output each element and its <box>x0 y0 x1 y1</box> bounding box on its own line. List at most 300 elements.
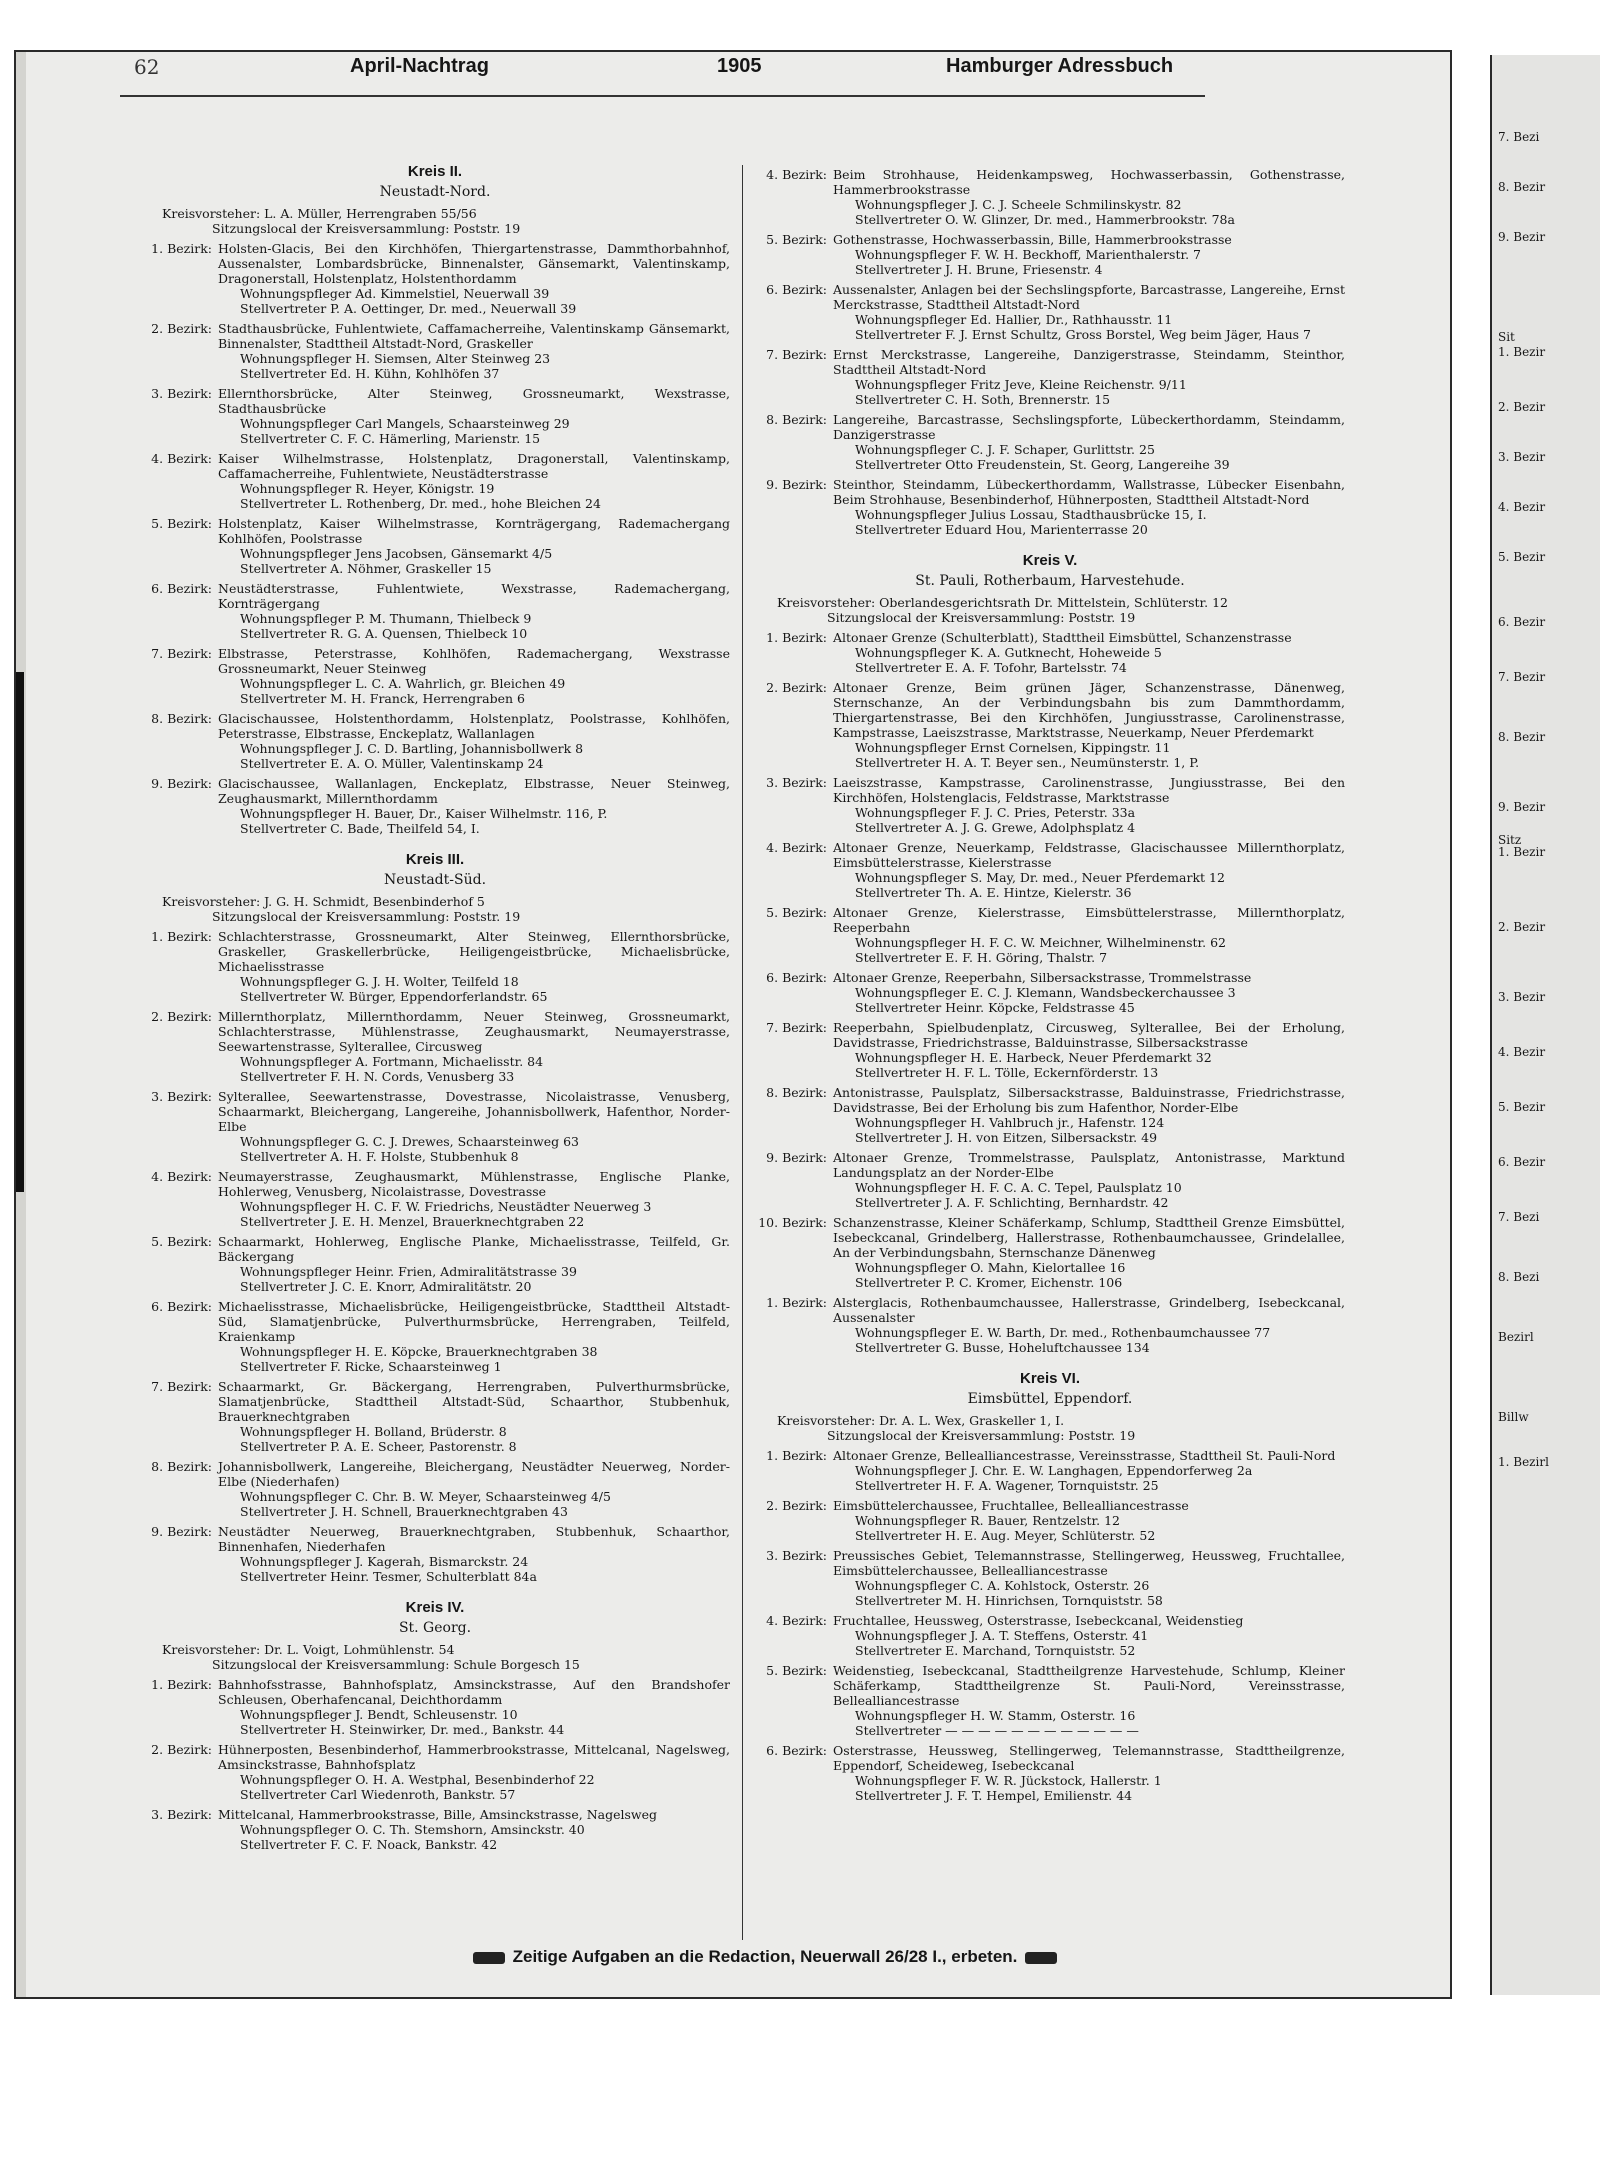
bezirk-body <box>833 232 1345 277</box>
page-header <box>120 55 1205 91</box>
stellvertreter: Stellvertreter — — — — — — — — — — — — <box>855 1723 1139 1738</box>
bezirk-entry <box>755 1020 1345 1080</box>
bezirk-streets: Neustädter Neuerweg, Brauerknechtgraben, Stubbenhuk, Schaarthor, Binnenhafen, Niederhafen <box>218 1524 730 1554</box>
bezirk-body <box>833 775 1345 835</box>
bezirk-body <box>833 1498 1345 1543</box>
wohnungspfleger: Wohnungspfleger J. Bendt, Schleusenstr. 10 <box>240 1707 518 1722</box>
bezirk-streets: Bahnhofsstrasse, Bahnhofsplatz, Amsinckstrasse, Auf den Brandshofer Schleusen, Oberhafencanal, Deichthordamm <box>218 1677 730 1707</box>
bezirk-entry <box>755 1498 1345 1543</box>
bezirk-body <box>833 347 1345 407</box>
wohnungspfleger: Wohnungspfleger R. Bauer, Rentzelstr. 12 <box>855 1513 1120 1528</box>
bezirk-body <box>218 1807 730 1852</box>
kreis-area: St. Pauli, Rotherbaum, Harvestehude. <box>915 573 1185 589</box>
wohnungspfleger: Wohnungspfleger H. W. Stamm, Osterstr. 16 <box>855 1708 1136 1723</box>
stellvertreter: Stellvertreter E. F. H. Göring, Thalstr. 7 <box>855 950 1108 965</box>
stellvertreter: Stellvertreter R. G. A. Quensen, Thielbeck 10 <box>240 626 528 641</box>
adjacent-page-label: 7. Bezi <box>1498 130 1540 144</box>
page-number: 62 <box>134 55 160 79</box>
bezirk-entry <box>755 1150 1345 1210</box>
sitzungslocal: Sitzungslocal der Kreisversammlung: Poststr. 19 <box>827 1428 1136 1443</box>
kreis-title: Kreis II. <box>407 163 463 180</box>
bezirk-streets: Schlachterstrasse, Grossneumarkt, Alter Steinweg, Ellernthorsbrücke, Graskeller, Graskellerbrücke, Heiligengeistbrücke, Michaelisbrücke, Michaelisstrasse <box>218 929 730 974</box>
bezirk-streets: Langereihe, Barcastrasse, Sechslingspforte, Lübeckerthordamm, Steindamm, Danzigerstrasse <box>833 412 1345 442</box>
kreis-vorsteher: Kreisvorsteher: Oberlandesgerichtsrath Dr. Mittelstein, Schlüterstr. 12 <box>777 595 1228 610</box>
adjacent-page-label: 5. Bezir <box>1498 1100 1546 1114</box>
stellvertreter: Stellvertreter J. H. Schnell, Brauerknechtgraben 43 <box>240 1504 568 1519</box>
bezirk-streets: Preussisches Gebiet, Telemannstrasse, Stellingerweg, Heussweg, Fruchtallee, Eimsbüttelerchaussee, Bellealliancestrasse <box>833 1548 1345 1578</box>
wohnungspfleger: Wohnungspfleger H. F. C. A. C. Tepel, Paulsplatz 10 <box>855 1180 1182 1195</box>
kreis-area: Eimsbüttel, Eppendorf. <box>967 1391 1133 1407</box>
adjacent-page-label: 3. Bezir <box>1498 450 1546 464</box>
bezirk-entry <box>140 1089 730 1164</box>
stellvertreter: Stellvertreter A. H. F. Holste, Stubbenhuk 8 <box>240 1149 519 1164</box>
bezirk-body <box>218 1524 730 1584</box>
wohnungspfleger: Wohnungspfleger O. Mahn, Kielortallee 16 <box>855 1260 1126 1275</box>
bezirk-label: 1. Bezirk: <box>766 1448 827 1463</box>
stellvertreter: Stellvertreter J. E. H. Menzel, Brauerknechtgraben 22 <box>240 1214 585 1229</box>
bezirk-body <box>218 1742 730 1802</box>
kreis-title: Kreis V. <box>1022 552 1078 569</box>
wohnungspfleger: Wohnungspfleger J. C. D. Bartling, Johannisbollwerk 8 <box>240 741 584 756</box>
bezirk-streets: Laeiszstrasse, Kampstrasse, Carolinenstrasse, Jungiusstrasse, Bei den Kirchhöfen, Holstenglacis, Feldstrasse, Marktstrasse <box>833 775 1345 805</box>
stellvertreter: Stellvertreter A. J. G. Grewe, Adolphsplatz 4 <box>855 820 1136 835</box>
kreis-section <box>755 1369 1345 1803</box>
bezirk-label: 3. Bezirk: <box>766 1548 827 1563</box>
wohnungspfleger: Wohnungspfleger H. Bolland, Brüderstr. 8 <box>240 1424 507 1439</box>
stellvertreter: Stellvertreter C. H. Soth, Brennerstr. 15 <box>855 392 1111 407</box>
bezirk-entry <box>755 1548 1345 1608</box>
bezirk-body <box>218 321 730 381</box>
bezirk-streets: Neustädterstrasse, Fuhlentwiete, Wexstrasse, Rademachergang, Kornträgergang <box>218 581 730 611</box>
bezirk-label: 2. Bezirk: <box>151 1742 212 1757</box>
bezirk-label: 4. Bezirk: <box>766 840 827 855</box>
bezirk-label: 8. Bezirk: <box>766 1085 827 1100</box>
bezirk-label: 7. Bezirk: <box>766 1020 827 1035</box>
bezirk-entry <box>755 905 1345 965</box>
bezirk-label: 2. Bezirk: <box>151 321 212 336</box>
wohnungspfleger: Wohnungspfleger S. May, Dr. med., Neuer Pferdemarkt 12 <box>855 870 1225 885</box>
kreis-area: St. Georg. <box>398 1620 472 1636</box>
bezirk-streets: Altonaer Grenze (Schulterblatt), Stadttheil Eimsbüttel, Schanzenstrasse <box>833 630 1292 645</box>
bezirk-entry <box>755 1215 1345 1290</box>
stellvertreter: Stellvertreter H. Steinwirker, Dr. med., Bankstr. 44 <box>240 1722 565 1737</box>
header-book-title: Hamburger Adressbuch <box>946 55 1174 77</box>
sitzungslocal: Sitzungslocal der Kreisversammlung: Schule Borgesch 15 <box>212 1657 580 1672</box>
bezirk-body <box>218 451 730 511</box>
kreis-title: Kreis III. <box>405 851 465 868</box>
bezirk-label: 4. Bezirk: <box>151 1169 212 1184</box>
bezirk-entry <box>140 321 730 381</box>
wohnungspfleger: Wohnungspfleger Ad. Kimmelstiel, Neuerwall 39 <box>240 286 550 301</box>
stellvertreter: Stellvertreter A. Nöhmer, Graskeller 15 <box>240 561 492 576</box>
bezirk-entry <box>140 1379 730 1454</box>
bezirk-entry <box>755 840 1345 900</box>
bezirk-entry <box>140 776 730 836</box>
adjacent-page-label: 1. Bezirl <box>1498 1455 1549 1469</box>
bezirk-label: 1. Bezirk: <box>766 630 827 645</box>
bezirk-streets: Schanzenstrasse, Kleiner Schäferkamp, Schlump, Stadttheil Grenze Eimsbüttel, Isebeckcanal, Grindelberg, Hallerstrasse, Rothenbaumchaussee, Grindelallee, An der Verbindungsbahn, Sternschanze Dänenweg <box>833 1215 1345 1260</box>
adjacent-page-label: 1. Bezir <box>1498 845 1546 859</box>
bezirk-streets: Holstenplatz, Kaiser Wilhelmstrasse, Kornträgergang, Rademachergang Kohlhöfen, Poolstrasse <box>218 516 730 546</box>
kreis-section <box>755 551 1345 1355</box>
bezirk-label: 6. Bezirk: <box>766 970 827 985</box>
adjacent-page-label: 9. Bezir <box>1498 800 1546 814</box>
bezirk-label: 6. Bezirk: <box>151 581 212 596</box>
stellvertreter: Stellvertreter F. J. Ernst Schultz, Gross Borstel, Weg beim Jäger, Haus 7 <box>855 327 1311 342</box>
bezirk-body <box>218 1299 730 1374</box>
kreis-section <box>140 162 730 836</box>
stellvertreter: Stellvertreter Otto Freudenstein, St. Georg, Langereihe 39 <box>855 457 1230 472</box>
bezirk-streets: Glacischaussee, Holstenthordamm, Holstenplatz, Poolstrasse, Kohlhöfen, Peterstrasse, Elbstrasse, Enckeplatz, Wallanlagen <box>218 711 730 741</box>
bezirk-entry <box>755 477 1345 537</box>
adjacent-page-label: 4. Bezir <box>1498 500 1546 514</box>
bezirk-label: 2. Bezirk: <box>766 1498 827 1513</box>
bezirk-streets: Johannisbollwerk, Langereihe, Bleichergang, Neustädter Neuerweg, Norder-Elbe (Niederhafen) <box>218 1459 730 1489</box>
adjacent-page-label: 3. Bezir <box>1498 990 1546 1004</box>
sitzungslocal: Sitzungslocal der Kreisversammlung: Poststr. 19 <box>827 610 1136 625</box>
wohnungspfleger: Wohnungspfleger R. Heyer, Königstr. 19 <box>240 481 495 496</box>
bezirk-streets: Fruchtallee, Heussweg, Osterstrasse, Isebeckcanal, Weidenstieg <box>833 1613 1244 1628</box>
bezirk-label: 5. Bezirk: <box>766 1663 827 1678</box>
bezirk-body <box>833 840 1345 900</box>
bezirk-label: 8. Bezirk: <box>151 1459 212 1474</box>
kreis-vorsteher: Kreisvorsteher: Dr. L. Voigt, Lohmühlenstr. 54 <box>162 1642 455 1657</box>
stellvertreter: Stellvertreter Heinr. Köpcke, Feldstrasse 45 <box>855 1000 1135 1015</box>
bezirk-body <box>218 1677 730 1737</box>
stellvertreter: Stellvertreter F. H. N. Cords, Venusberg 33 <box>240 1069 515 1084</box>
bezirk-streets: Stadthausbrücke, Fuhlentwiete, Caffamacherreihe, Valentinskamp Gänsemarkt, Binnenalster, Stadttheil Altstadt-Nord, Graskeller <box>218 321 730 351</box>
stellvertreter: Stellvertreter P. A. Oettinger, Dr. med., Neuerwall 39 <box>240 301 577 316</box>
stellvertreter: Stellvertreter J. A. F. Schlichting, Bernhardstr. 42 <box>855 1195 1169 1210</box>
bezirk-entry <box>755 1295 1345 1355</box>
adjacent-page-label: Bezirl <box>1498 1330 1534 1344</box>
bezirk-entry <box>140 1169 730 1229</box>
bezirk-streets: Altonaer Grenze, Beim grünen Jäger, Schanzenstrasse, Dänenweg, Sternschanze, An der Verbindungsbahn bis zum Dammthordamm, Thiergartenstrasse, Bei den Kirchhöfen, Jungiusstrasse, Carolinenstrasse, Kampstrasse, Laeiszstrasse, Marktstrasse, Neuerkamp, Neuer Pferdemarkt <box>833 680 1345 740</box>
adjacent-page-label: Sit <box>1498 330 1515 344</box>
header-rule <box>120 95 1205 97</box>
bezirk-streets: Antonistrasse, Paulsplatz, Silbersackstrasse, Balduinstrasse, Friedrichstrasse, Davidstrasse, Bei der Erholung bis zum Hafenthor, Norder-Elbe <box>833 1085 1345 1115</box>
stellvertreter: Stellvertreter M. H. Hinrichsen, Tornquiststr. 58 <box>855 1593 1163 1608</box>
bezirk-label: 5. Bezirk: <box>151 516 212 531</box>
wohnungspfleger: Wohnungspfleger Jens Jacobsen, Gänsemarkt 4/5 <box>240 546 553 561</box>
stellvertreter: Stellvertreter Eduard Hou, Marienterrasse 20 <box>855 522 1148 537</box>
bezirk-body <box>833 1085 1345 1145</box>
bezirk-label: 7. Bezirk: <box>766 347 827 362</box>
bezirk-entry <box>140 646 730 706</box>
bezirk-label: 2. Bezirk: <box>151 1009 212 1024</box>
bezirk-streets: Ernst Merckstrasse, Langereihe, Danzigerstrasse, Steindamm, Steinthor, Stadttheil Altstadt-Nord <box>833 347 1345 377</box>
adjacent-page-label: 4. Bezir <box>1498 1045 1546 1059</box>
bezirk-label: 3. Bezirk: <box>151 386 212 401</box>
bezirk-streets: Schaarmarkt, Hohlerweg, Englische Planke, Michaelisstrasse, Teilfeld, Gr. Bäckergang <box>218 1234 730 1264</box>
bezirk-entry <box>755 970 1345 1015</box>
bezirk-entry <box>755 630 1345 675</box>
stellvertreter: Stellvertreter E. A. O. Müller, Valentinskamp 24 <box>240 756 544 771</box>
bezirk-label: 7. Bezirk: <box>151 1379 212 1394</box>
bezirk-entry <box>755 1743 1345 1803</box>
wohnungspfleger: Wohnungspfleger Ed. Hallier, Dr., Rathhausstr. 11 <box>855 312 1173 327</box>
stellvertreter: Stellvertreter P. A. E. Scheer, Pastorenstr. 8 <box>240 1439 517 1454</box>
bezirk-entry <box>755 1663 1345 1738</box>
bezirk-body <box>218 386 730 446</box>
adjacent-page-label: 8. Bezi <box>1498 1270 1540 1284</box>
bezirk-body <box>833 1743 1345 1803</box>
bezirk-entry <box>140 1524 730 1584</box>
bezirk-body <box>218 1009 730 1084</box>
bezirk-entry <box>140 929 730 1004</box>
wohnungspfleger: Wohnungspfleger A. Fortmann, Michaelisstr. 84 <box>240 1054 544 1069</box>
bezirk-streets: Eimsbüttelerchaussee, Fruchtallee, Bellealliancestrasse <box>833 1498 1189 1513</box>
bezirk-streets: Schaarmarkt, Gr. Bäckergang, Herrengraben, Pulverthurmsbrücke, Slamatjenbrücke, Stadttheil Altstadt-Süd, Schaarthor, Stubbenhuk, Brauerknechtgraben <box>218 1379 730 1424</box>
wohnungspfleger: Wohnungspfleger F. J. C. Pries, Peterstr. 33a <box>855 805 1136 820</box>
bezirk-entry <box>140 386 730 446</box>
wohnungspfleger: Wohnungspfleger C. J. F. Schaper, Gurlittstr. 25 <box>855 442 1155 457</box>
header-year: 1905 <box>717 55 762 77</box>
stellvertreter: Stellvertreter O. W. Glinzer, Dr. med., Hammerbrookstr. 78a <box>855 212 1235 227</box>
stellvertreter: Stellvertreter H. F. A. Wagener, Tornquiststr. 25 <box>855 1478 1159 1493</box>
stellvertreter: Stellvertreter L. Rothenberg, Dr. med., hohe Bleichen 24 <box>240 496 601 511</box>
bezirk-body <box>833 970 1345 1015</box>
bezirk-label: 9. Bezirk: <box>151 776 212 791</box>
bezirk-streets: Altonaer Grenze, Reeperbahn, Silbersackstrasse, Trommelstrasse <box>833 970 1252 985</box>
wohnungspfleger: Wohnungspfleger J. Chr. E. W. Langhagen, Eppendorferweg 2a <box>855 1463 1253 1478</box>
bezirk-entry <box>140 1742 730 1802</box>
bezirk-entry <box>755 680 1345 770</box>
sitzungslocal: Sitzungslocal der Kreisversammlung: Poststr. 19 <box>212 909 521 924</box>
bezirk-streets: Altonaer Grenze, Bellealliancestrasse, Vereinsstrasse, Stadttheil St. Pauli-Nord <box>833 1448 1336 1463</box>
bezirk-entry <box>755 775 1345 835</box>
adjacent-page-label: 6. Bezir <box>1498 1155 1546 1169</box>
adjacent-page-edge <box>1490 55 1600 1995</box>
bezirk-entry <box>140 1677 730 1737</box>
bezirk-label: 4. Bezirk: <box>151 451 212 466</box>
stellvertreter: Stellvertreter P. C. Kromer, Eichenstr. 106 <box>855 1275 1123 1290</box>
bezirk-label: 9. Bezirk: <box>151 1524 212 1539</box>
wohnungspfleger: Wohnungspfleger G. C. J. Drewes, Schaarsteinweg 63 <box>240 1134 579 1149</box>
bezirk-streets: Alsterglacis, Rothenbaumchaussee, Hallerstrasse, Grindelberg, Isebeckcanal, Aussenalster <box>833 1295 1345 1325</box>
bezirk-streets: Altonaer Grenze, Neuerkamp, Feldstrasse, Glacischaussee Millernthorplatz, Eimsbüttelerstrasse, Kielerstrasse <box>833 840 1345 870</box>
bezirk-label: 3. Bezirk: <box>151 1807 212 1822</box>
stellvertreter: Stellvertreter C. F. C. Hämerling, Marienstr. 15 <box>240 431 541 446</box>
bezirk-streets: Hühnerposten, Besenbinderhof, Hammerbrookstrasse, Mittelcanal, Nagelsweg, Amsinckstrasse, Bahnhofsplatz <box>218 1742 730 1772</box>
kreis-area: Neustadt-Nord. <box>379 184 491 200</box>
bezirk-label: 1. Bezirk: <box>151 241 212 256</box>
wohnungspfleger: Wohnungspfleger Ernst Cornelsen, Kippingstr. 11 <box>855 740 1171 755</box>
bezirk-streets: Elbstrasse, Peterstrasse, Kohlhöfen, Rademachergang, Wexstrasse Grossneumarkt, Neuer Steinweg <box>218 646 730 676</box>
kreis-area: Neustadt-Süd. <box>383 872 487 888</box>
bezirk-body <box>833 680 1345 770</box>
kreis-section <box>755 167 1345 537</box>
bezirk-body <box>218 581 730 641</box>
stellvertreter: Stellvertreter Carl Wiedenroth, Bankstr. 57 <box>240 1787 516 1802</box>
adjacent-page-label: 9. Bezir <box>1498 230 1546 244</box>
wohnungspfleger: Wohnungspfleger Carl Mangels, Schaarsteinweg 29 <box>240 416 570 431</box>
stellvertreter: Stellvertreter J. C. E. Knorr, Admiralitätstr. 20 <box>240 1279 532 1294</box>
adjacent-page-label: 2. Bezir <box>1498 400 1546 414</box>
bezirk-streets: Gothenstrasse, Hochwasserbassin, Bille, Hammerbrookstrasse <box>833 232 1232 247</box>
bezirk-streets: Sylterallee, Seewartenstrasse, Dovestrasse, Nicolaistrasse, Venusberg, Schaarmarkt, Bleichergang, Langereihe, Johannisbollwerk, Hafenthor, Norder-Elbe <box>218 1089 730 1134</box>
pointing-hand-icon <box>473 1952 505 1964</box>
stellvertreter: Stellvertreter Th. A. E. Hintze, Kielerstr. 36 <box>855 885 1132 900</box>
bezirk-label: 7. Bezirk: <box>151 646 212 661</box>
bezirk-label: 8. Bezirk: <box>766 412 827 427</box>
wohnungspfleger: Wohnungspfleger L. C. A. Wahrlich, gr. Bleichen 49 <box>240 676 566 691</box>
bezirk-entry <box>755 347 1345 407</box>
bezirk-body <box>833 1020 1345 1080</box>
bezirk-body <box>833 1548 1345 1608</box>
left-column <box>140 162 730 1852</box>
bezirk-body <box>833 905 1345 965</box>
stellvertreter: Stellvertreter E. Marchand, Tornquiststr. 52 <box>855 1643 1136 1658</box>
wohnungspfleger: Wohnungspfleger Julius Lossau, Stadthausbrücke 15, I. <box>855 507 1207 522</box>
bezirk-label: 4. Bezirk: <box>766 1613 827 1628</box>
bezirk-body <box>218 516 730 576</box>
wohnungspfleger: Wohnungspfleger O. H. A. Westphal, Besenbinderhof 22 <box>240 1772 595 1787</box>
wohnungspfleger: Wohnungspfleger H. Vahlbruch jr., Hafenstr. 124 <box>855 1115 1165 1130</box>
bezirk-entry <box>140 581 730 641</box>
wohnungspfleger: Wohnungspfleger E. W. Barth, Dr. med., Rothenbaumchaussee 77 <box>855 1325 1271 1340</box>
bezirk-body <box>218 1234 730 1294</box>
bezirk-body <box>833 630 1345 675</box>
stellvertreter: Stellvertreter H. A. T. Beyer sen., Neumünsterstr. 1, P. <box>855 755 1200 770</box>
bezirk-entry <box>140 1299 730 1374</box>
bezirk-streets: Ellernthorsbrücke, Alter Steinweg, Grossneumarkt, Wexstrasse, Stadthausbrücke <box>218 386 730 416</box>
stellvertreter: Stellvertreter J. H. von Eitzen, Silbersackstr. 49 <box>855 1130 1158 1145</box>
wohnungspfleger: Wohnungspfleger Heinr. Frien, Admiralitätstrasse 39 <box>240 1264 577 1279</box>
bezirk-body <box>833 282 1345 342</box>
bezirk-streets: Altonaer Grenze, Kielerstrasse, Eimsbüttelerstrasse, Millernthorplatz, Reeperbahn <box>833 905 1345 935</box>
kreis-vorsteher: Kreisvorsteher: Dr. A. L. Wex, Graskeller 1, I. <box>777 1413 1065 1428</box>
stellvertreter: Stellvertreter F. C. F. Noack, Bankstr. 42 <box>240 1837 498 1852</box>
bezirk-body <box>833 477 1345 537</box>
bezirk-body <box>833 1448 1345 1493</box>
bezirk-body <box>218 1379 730 1454</box>
bezirk-streets: Mittelcanal, Hammerbrookstrasse, Bille, Amsinckstrasse, Nagelsweg <box>218 1807 657 1822</box>
bezirk-label: 6. Bezirk: <box>766 282 827 297</box>
wohnungspfleger: Wohnungspfleger E. C. J. Klemann, Wandsbeckerchaussee 3 <box>855 985 1236 1000</box>
stellvertreter: Stellvertreter M. H. Franck, Herrengraben 6 <box>240 691 525 706</box>
bezirk-streets: Reeperbahn, Spielbudenplatz, Circusweg, Sylterallee, Bei der Erholung, Davidstrasse, Friedrichstrasse, Balduinstrasse, Silbersackstrasse <box>833 1020 1345 1050</box>
wohnungspfleger: Wohnungspfleger H. F. C. W. Meichner, Wilhelminenstr. 62 <box>855 935 1226 950</box>
bezirk-entry <box>140 1459 730 1519</box>
bezirk-streets: Weidenstieg, Isebeckcanal, Stadttheilgrenze Harvestehude, Schlump, Kleiner Schäferkamp, Stadttheilgrenze St. Pauli-Nord, Vereinsstrasse, Bellealliancestrasse <box>833 1663 1345 1708</box>
pointing-hand-icon <box>1025 1952 1057 1964</box>
stellvertreter: Stellvertreter J. H. Brune, Friesenstr. 4 <box>855 262 1103 277</box>
wohnungspfleger: Wohnungspfleger J. C. J. Scheele Schmilinskystr. 82 <box>855 197 1182 212</box>
bezirk-body <box>218 1459 730 1519</box>
bezirk-label: 2. Bezirk: <box>766 680 827 695</box>
bezirk-label: 4. Bezirk: <box>766 167 827 182</box>
adjacent-page-label: 2. Bezir <box>1498 920 1546 934</box>
bezirk-entry <box>140 1009 730 1084</box>
bezirk-label: 5. Bezirk: <box>766 905 827 920</box>
adjacent-page-label: 5. Bezir <box>1498 550 1546 564</box>
bezirk-label: 8. Bezirk: <box>151 711 212 726</box>
wohnungspfleger: Wohnungspfleger O. C. Th. Stemshorn, Amsinckstr. 40 <box>240 1822 585 1837</box>
stellvertreter: Stellvertreter W. Bürger, Eppendorferlandstr. 65 <box>240 989 548 1004</box>
wohnungspfleger: Wohnungspfleger J. A. T. Steffens, Osterstr. 41 <box>855 1628 1149 1643</box>
bezirk-entry <box>755 1448 1345 1493</box>
bezirk-body <box>218 776 730 836</box>
bezirk-entry <box>755 412 1345 472</box>
bezirk-body <box>218 646 730 706</box>
bezirk-label: 5. Bezirk: <box>766 232 827 247</box>
bezirk-body <box>218 1089 730 1164</box>
bezirk-entry <box>755 167 1345 227</box>
adjacent-page-label: Sitz <box>1498 833 1522 847</box>
bezirk-entry <box>755 232 1345 277</box>
adjacent-page-label: 8. Bezir <box>1498 180 1546 194</box>
bezirk-label: 1. Bezirk: <box>766 1295 827 1310</box>
wohnungspfleger: Wohnungspfleger Fritz Jeve, Kleine Reichenstr. 9/11 <box>855 377 1187 392</box>
wohnungspfleger: Wohnungspfleger G. J. H. Wolter, Teilfeld 18 <box>240 974 519 989</box>
bezirk-label: 6. Bezirk: <box>151 1299 212 1314</box>
bezirk-streets: Glacischaussee, Wallanlagen, Enckeplatz, Elbstrasse, Neuer Steinweg, Zeughausmarkt, Millernthordamm <box>218 776 730 806</box>
bezirk-entry <box>140 241 730 316</box>
kreis-section <box>140 1598 730 1852</box>
bezirk-streets: Millernthorplatz, Millernthordamm, Neuer Steinweg, Grossneumarkt, Schlachterstrasse, Mühlenstrasse, Zeughausmarkt, Neumayerstrasse, Seewartenstrasse, Sylterallee, Circusweg <box>218 1009 730 1054</box>
bezirk-body <box>218 241 730 316</box>
kreis-section <box>140 850 730 1584</box>
wohnungspfleger: Wohnungspfleger J. Kagerah, Bismarckstr. 24 <box>240 1554 529 1569</box>
bezirk-streets: Holsten-Glacis, Bei den Kirchhöfen, Thiergartenstrasse, Dammthorbahnhof, Aussenalster, Lombardsbrücke, Binnenalster, Gänsemarkt, Valentinskamp, Dragonerstall, Holstenplatz, Holstenthordamm <box>218 241 730 286</box>
wohnungspfleger: Wohnungspfleger F. W. R. Jückstock, Hallerstr. 1 <box>855 1773 1162 1788</box>
bezirk-label: 3. Bezirk: <box>151 1089 212 1104</box>
wohnungspfleger: Wohnungspfleger H. E. Harbeck, Neuer Pferdemarkt 32 <box>855 1050 1212 1065</box>
stellvertreter: Stellvertreter F. Ricke, Schaarsteinweg 1 <box>240 1359 502 1374</box>
footer-text: Zeitige Aufgaben an die Redaction, Neuerwall 26/28 I., erbeten. <box>512 1947 1018 1966</box>
bezirk-body <box>833 1150 1345 1210</box>
kreis-vorsteher: Kreisvorsteher: L. A. Müller, Herrengraben 55/56 <box>162 206 477 221</box>
adjacent-page-label: 7. Bezi <box>1498 1210 1540 1224</box>
adjacent-page-label: 8. Bezir <box>1498 730 1546 744</box>
bezirk-entry <box>755 1085 1345 1145</box>
bezirk-streets: Beim Strohhause, Heidenkampsweg, Hochwasserbassin, Gothenstrasse, Hammerbrookstrasse <box>833 167 1345 197</box>
bezirk-streets: Aussenalster, Anlagen bei der Sechslingspforte, Barcastrasse, Langereihe, Ernst Merckstrasse, Stadttheil Altstadt-Nord <box>833 282 1345 312</box>
stellvertreter: Stellvertreter Ed. H. Kühn, Kohlhöfen 37 <box>240 366 500 381</box>
stellvertreter: Stellvertreter H. E. Aug. Meyer, Schlüterstr. 52 <box>855 1528 1156 1543</box>
bezirk-entry <box>755 282 1345 342</box>
adjacent-page-label: 7. Bezir <box>1498 670 1546 684</box>
bezirk-body <box>218 711 730 771</box>
bezirk-body <box>833 167 1345 227</box>
bezirk-entry <box>140 516 730 576</box>
stellvertreter: Stellvertreter E. A. F. Tofohr, Bartelsstr. 74 <box>855 660 1127 675</box>
bezirk-label: 1. Bezirk: <box>151 1677 212 1692</box>
bezirk-label: 9. Bezirk: <box>766 1150 827 1165</box>
bezirk-label: 3. Bezirk: <box>766 775 827 790</box>
bezirk-label: 6. Bezirk: <box>766 1743 827 1758</box>
binding-edge <box>16 672 24 1192</box>
bezirk-entry <box>140 1807 730 1852</box>
bezirk-body <box>218 929 730 1004</box>
bezirk-streets: Kaiser Wilhelmstrasse, Holstenplatz, Dragonerstall, Valentinskamp, Caffamacherreihe, Fuhlentwiete, Neustädterstrasse <box>218 451 730 481</box>
column-divider <box>742 165 743 1940</box>
wohnungspfleger: Wohnungspfleger H. C. F. W. Friedrichs, Neustädter Neuerweg 3 <box>240 1199 652 1214</box>
bezirk-body <box>833 1663 1345 1738</box>
bezirk-streets: Altonaer Grenze, Trommelstrasse, Paulsplatz, Antonistrasse, Marktund Landungsplatz an der Norder-Elbe <box>833 1150 1345 1180</box>
bezirk-entry <box>755 1613 1345 1658</box>
bezirk-body <box>833 412 1345 472</box>
stellvertreter: Stellvertreter G. Busse, Hoheluftchaussee 134 <box>855 1340 1150 1355</box>
bezirk-label: 10. Bezirk: <box>758 1215 827 1230</box>
bezirk-body <box>218 1169 730 1229</box>
bezirk-body <box>833 1295 1345 1355</box>
bezirk-streets: Osterstrasse, Heussweg, Stellingerweg, Telemannstrasse, Stadttheilgrenze, Eppendorf, Scheideweg, Isebeckcanal <box>833 1743 1345 1773</box>
adjacent-page-label: 6. Bezir <box>1498 615 1546 629</box>
bezirk-entry <box>140 711 730 771</box>
bezirk-label: 1. Bezirk: <box>151 929 212 944</box>
